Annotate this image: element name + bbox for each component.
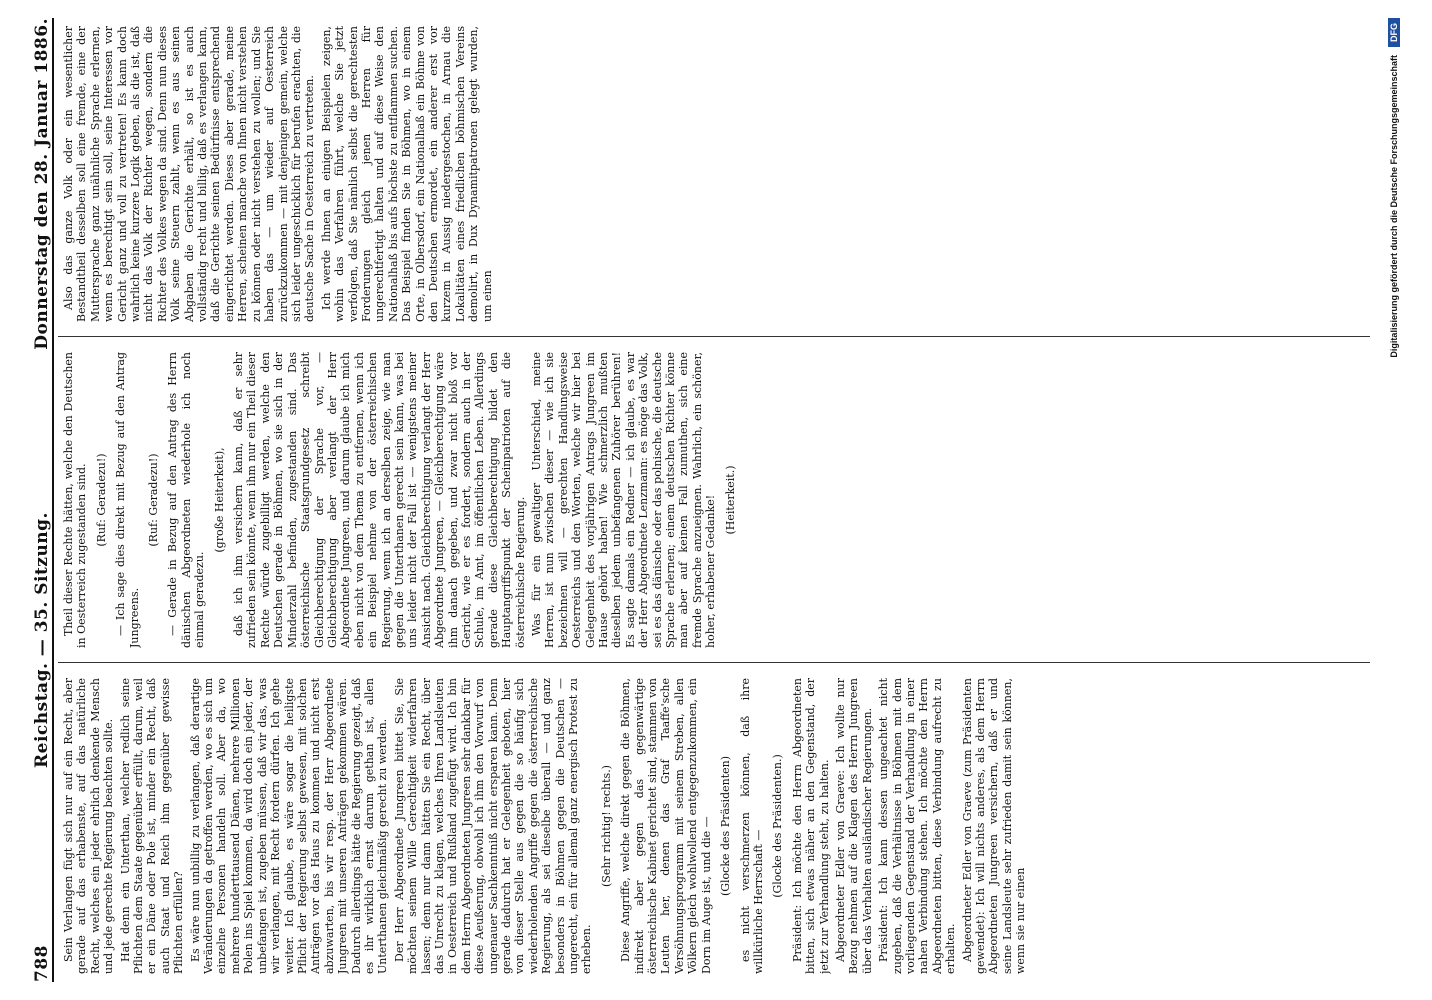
page-header	[18, 18, 54, 982]
column-rule	[58, 336, 1370, 337]
interjection: (große Heiterkeit),	[212, 447, 226, 553]
document-page	[10, 18, 1410, 982]
session-date: Donnerstag den 28. Januar 1886.	[32, 18, 52, 350]
interjection: (Ruf: Geradezu!)	[94, 453, 108, 547]
interjection: (Sehr richtig! rechts.)	[599, 765, 613, 887]
page-number: 788	[32, 945, 52, 982]
digitization-note: Digitalisierung gefördert durch die Deutsche Forschungsgemeinschaft	[1389, 55, 1399, 358]
paragraph: Der Herr Abgeordnete Jungreen bittet Sie, Sie möchten seinem Wille Gerechtigkeit widerfahren lassen; denn nur dann hätten Sie ein Recht, über das Unrecht zu klagen, welches Ihren Landsleuten in Oesterreich und Rußland zugefügt wird. Ich bin dem Herrn Abgeordneten Jungreen sehr dankbar für diese Aeußerung, obwohl ich ihm den Vorwurf von ungenauer Sachkenntniß nicht ersparen kann. Denn gerade dadurch hat er Gelegenheit geboten, hier von dieser Stelle aus gegen die so häufig sich wiederholenden Angriffe gegen die österreichische Regierung, als sei dieselbe überall — und ganz besonders in Böhmen gegen die Deutschen — ungerecht, ein für allemal ganz energisch Protest zu erheben.	[392, 678, 594, 974]
paragraph: daß ich ihm versichern kann, daß er sehr zufrieden sein könnte, wenn ihm nur ein Theil dieser Rechte würde zugebilligt werden, welche den Deutschen gerade in Böhmen, wo sie sich in der Minderzahl befinden, zugestanden sind. Das österreichische Staatsgrundgesetz schreibt Gleichberechtigung der Sprache vor, — Gleichberechtigung aber verlangt der Herr Abgeordnete Jungreen, und darum glaube ich mich eben nicht von dem Thema zu entfernen, wenn ich ein Beispiel nehme von der österreichischen Regierung, wenn ich an derselben zeige, wie man gegen die Unterthanen gerecht sein kann, was bei uns leider nicht der Fall ist — wenigstens meiner Ansicht nach. Gleichberechtigung verlangt der Herr Abgeordnete Jungreen, — Gleichberechtigung wäre ihm danach gegeben, und zwar nicht bloß vor Gericht, wie er es fordert, sondern auch in der Schule, im Amt, im öffentlichen Leben. Allerdings gerade diese Gleichberechtigung bildet den Hauptangriffspunkt der Scheinpatrioten auf die österreichische Regierung.	[232, 352, 527, 648]
page-footer	[1384, 18, 1404, 982]
paragraph: Diese Angriffe, welche direkt gegen die Böhmen, indirekt aber gegen das gegenwärtige österreichische Kabinet gerichtet sind, stammen von Leuten her, denen das Graf Taaffe'sche Versöhnungsprogramm mit seinem Streben, allen Völkern gleich wohlwollend entgegenzukommen, ein Dorn im Auge ist, und die —	[619, 678, 713, 974]
text-column-2	[62, 352, 1362, 648]
speaker-paragraph: Abgeordneter Edler von Graeve (zum Präsidenten gewendet): Ich will nichts anderes, als dem Herrn Abgeordneten Jungreen versichern, daß er und seine Landsleute sehr zufrieden damit sein können, wenn sie nur einen	[960, 678, 1028, 974]
speaker-paragraph: Präsident: Ich kann dessen ungeachtet nicht zugeben, daß die Verhältnisse in Böhmen mit dem vorliegenden Gegenstand der Verhandlung in einer nahen Verbindung stehen. Ich möchte den Herrn Abgeordneten bitten, diese Verbindung aufrecht zu erhalten.	[877, 678, 958, 974]
paragraph: — Gerade in Bezug auf den Antrag des Herrn dänischen Abgeordneten wiederhole ich noch einmal geradezu.	[166, 352, 207, 648]
paragraph: Sein Verlangen fügt sich nur auf ein Recht, aber gerade auf das erhabenste, auf das natürliche Recht, welches ein jeder ehrlich denkende Mensch und jede gerechte Regierung beachten sollte.	[62, 678, 116, 974]
session-title: Reichstag. — 35. Sitzung.	[32, 512, 52, 768]
paragraph: Ich werde Ihnen an einigen Beispielen zeigen, wohin das Verfahren führt, welche Sie jetzt verfolgen, daß Sie nämlich selbst die gerechtesten Forderungen gleich jenen Herren für ungerechtfertigt halten und auf diese Weise den Nationalhaß bis aufs höchste zu entflammen suchen. Das Beispiel finden Sie in Böhmen, wo in einem Orte, in Olbersdorf, ein Nationalhaß ein Böhme von den Deutschen ermordet, ein anderer erst vor kurzem in Aussig niedergestochen, in Arnau die Lokalitäten eines friedlichen böhmischen Vereins demolirt, in Dux Dynamitpatronen gelegt wurden, um einen	[319, 26, 494, 322]
paragraph: Also das ganze Volk oder ein wesentlicher Bestandtheil desselben soll eine fremde, eine der Muttersprache ganz unähnliche Sprache erlernen, wenn es berechtigt sein soll, seine Interessen vor Gericht ganz und voll zu vertreten! Es kann doch wahrlich keine kurzere Logik geben, als die ist, daß nicht das Volk der Richter wegen, sondern die Richter des Volkes wegen da sind. Denn nun dieses Volk seine Steuern zahlt, wenn es aus seinen Abgaben die Gerichte erhält, so ist es auch vollständig recht und billig, daß es verlangen kann, daß die Gerichte seinen Bedürfnisse entsprechend eingerichtet werden. Dieses aber gerade, meine Herren, scheinen manche von Ihnen nicht verstehen zu können oder nicht verstehen zu wollen; und Sie haben das — um wieder auf Oesterreich zurückzukommen — mit denjenigen gemein, welche sich leider ungeschicklich für berufen erachten, die deutsche Sache in Oesterreich zu vertreten.	[62, 26, 317, 322]
interjection: (Glocke des Präsidenten)	[719, 755, 733, 897]
paragraph: Was für ein gewaltiger Unterschied, meine Herren, ist nun zwischen dieser — wie ich sie bezeichnen will — gerechten Handlungsweise Oesterreichs und den Worten, welche wir hier bei Gelegenheit des vorjährigen Antrags Jungreen im Hause gehört haben! Wie schmerzlich mußten dieselben jedem unbefangenen Zuhörer berühren! Es sagte damals ein Redner — ich glaube, es war der Herr Abgeordnete Lenzmann: es möge das Volk, sei es das dänische oder das polnische, die deutsche Sprache erlernen; einem deutschen Richter könne man aber auf keinen Fall zumuthen, sich eine fremde Sprache anzueignen. Wahrlich, ein schöner, hoher, erhabener Gedanke!	[530, 352, 718, 648]
paragraph: — Ich sage dies direkt mit Bezug auf den Antrag Jungreens.	[114, 352, 141, 648]
dfg-logo: DFG	[1388, 18, 1400, 47]
paragraph: Es wäre nun unbillig zu verlangen, daß derartige Veränderungen da getroffen werden, wo es sich um einzelne Personen handeln soll. Aber da, wo mehrere hunderttausend Dänen, mehrere Millionen Polen ins Spiel kommen, da wird doch ein jeder, der unbefangen ist, zugeben müssen, daß wir das, was wir verlangen, mit Recht fordern dürfen. Ich gehe weiter. Ich glaube, es wäre sogar die heiligste Pflicht der Regierung selbst gewesen, mit solchen Anträgen vor das Haus zu kommen und nicht erst abzuwarten, bis wir resp. der Herr Abgeordnete Jungreen mit unseren Anträgen gekommen wären. Dadurch allerdings hätte die Regierung gezeigt, daß es ihr wirklich ernst darum gethan ist, allen Unterthanen gleichmäßig gerecht zu werden.	[188, 678, 390, 974]
paragraph: Hat denn ein Unterthan, welcher redlich seine Pflichten dem Staate gegenüber erfüllt, darum, weil er ein Däne oder Pole ist, minder ein Recht, daß auch Staat und Reich ihm gegenüber gewisse Pflichten erfüllen?	[118, 678, 186, 974]
paragraph: es nicht verschmerzen können, daß ihre willkürliche Herrschaft —	[738, 678, 765, 974]
speaker-paragraph: Abgeordneter Edler von Graeve: Ich wollte nur Bezug nehmen auf die Klagen des Herrn Jungreen über das Verhalten ausländischer Regierungen.	[833, 678, 874, 974]
column-rule	[58, 662, 1370, 663]
interjection: (Ruf: Geradezu!)	[147, 453, 161, 547]
speaker-paragraph: Präsident: Ich möchte den Herrn Abgeordneten bitten, sich etwas näher an den Gegenstand, der jetzt zur Verhandlung steht, zu halten.	[790, 678, 831, 974]
interjection: (Glocke des Präsidenten.)	[771, 754, 785, 898]
text-column-1	[62, 678, 1362, 974]
text-column-3	[62, 26, 1362, 322]
interjection: (Heiterkeit.)	[723, 465, 737, 535]
paragraph: Theil dieser Rechte hätten, welche den Deutschen in Oesterreich zugestanden sind.	[62, 352, 89, 648]
